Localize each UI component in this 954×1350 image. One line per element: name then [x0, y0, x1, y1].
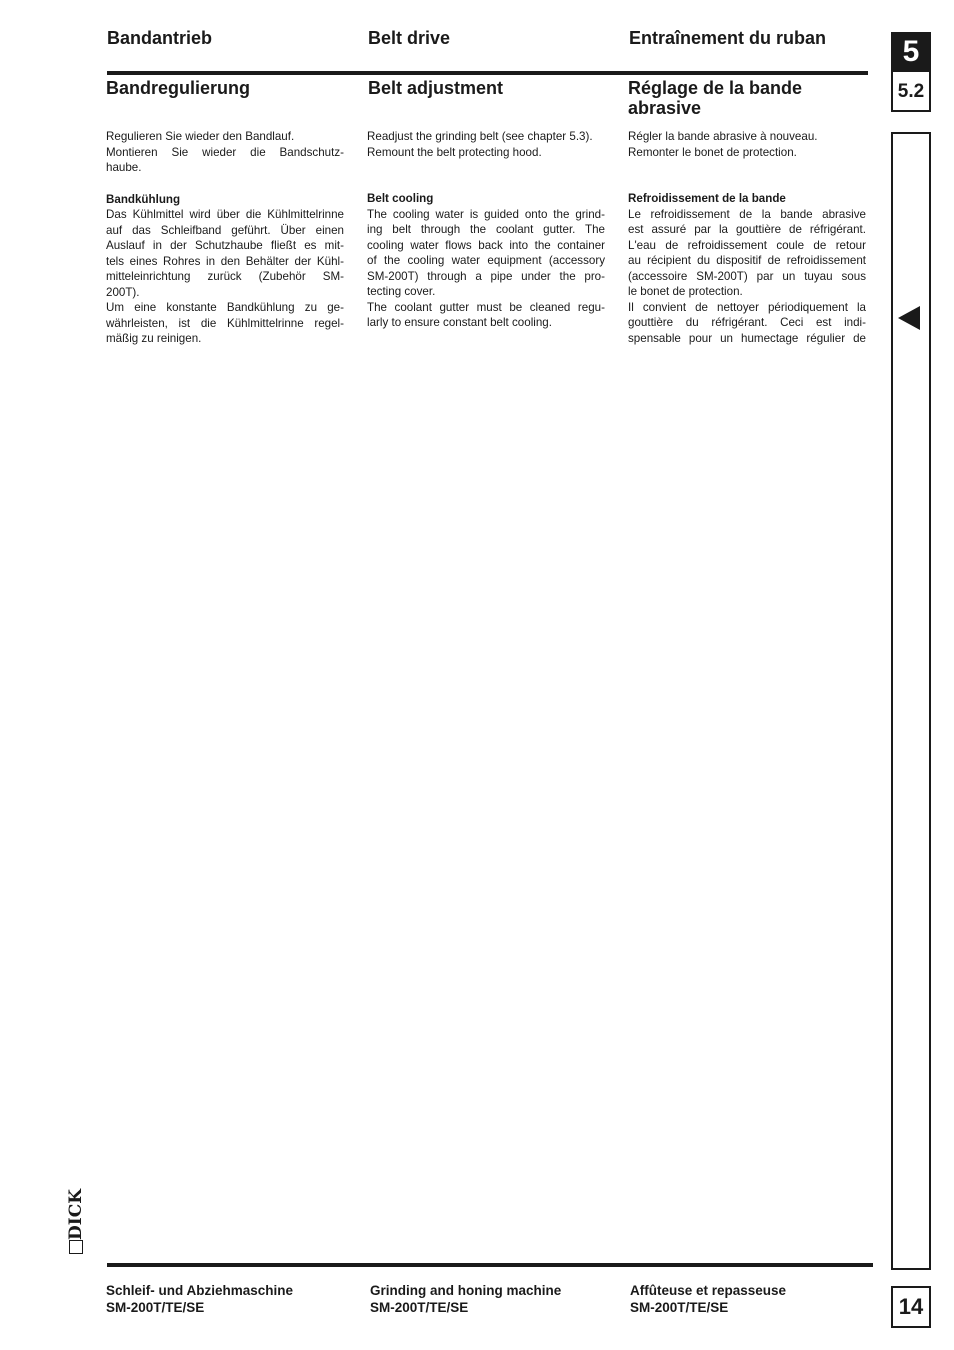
chapter-sidebar — [891, 132, 931, 1270]
body-line: tecting cover. — [367, 285, 436, 298]
header-fr: Entraînement du ruban — [629, 28, 827, 48]
body-line: L'eau de refroidissement coule de retour — [628, 238, 866, 252]
body-line: est assuré par la gouttière de réfrigérant. — [628, 223, 866, 236]
body-line: larly to ensure constant belt cooling. — [367, 316, 552, 329]
bottom-rule — [107, 1263, 873, 1267]
body-line: Il convient de nettoyer périodiquement la — [628, 300, 866, 314]
body-line: mäßig zu reinigen. — [106, 332, 202, 345]
body-line: au récipient du dispositif de refroidissement — [628, 254, 866, 267]
chapter-tab: 5 — [891, 32, 931, 72]
logo-mark-icon — [69, 1240, 83, 1254]
intro-line: Régler la bande abrasive à nouveau. — [628, 130, 818, 143]
intro-line: Regulieren Sie wieder den Bandlauf. — [106, 130, 295, 143]
intro-line: Remonter le bonet de protection. — [628, 145, 797, 159]
body-line: Le refroidissement de la bande abrasive — [628, 207, 866, 221]
body-line: auf das Schleifband geführt. Über einen — [106, 223, 344, 237]
section-title-fr: Réglage de la bande abrasive — [628, 78, 803, 118]
body-line: spensable pour un humectage régulier de — [628, 331, 866, 345]
body-line: of the cooling water equipment (accessory — [367, 254, 605, 267]
column-de — [106, 129, 344, 347]
intro-line: haube. — [106, 161, 142, 174]
arrow-left-icon — [898, 306, 920, 330]
section-tab: 5.2 — [891, 72, 931, 112]
body-line: Um eine konstante Bandkühlung zu ge- — [106, 301, 344, 314]
subheading: Bandkühlung — [106, 192, 181, 206]
body-line: (accessoire SM-200T) par un tuyau sous — [628, 269, 866, 283]
top-rule — [107, 71, 868, 75]
body-line: SM-200T) through a pipe under the pro- — [367, 269, 605, 283]
body-line: Das Kühlmittel wird über die Kühlmittelrinne — [106, 208, 344, 221]
intro-line: Remount the belt protecting hood. — [367, 145, 542, 159]
section-title-de: Bandregulierung — [106, 78, 251, 98]
body-line: The coolant gutter must be cleaned regu- — [367, 300, 605, 314]
footer-de: Schleif- und Abziehmaschine SM-200T/TE/SE — [106, 1283, 294, 1315]
footer-en: Grinding and honing machine SM-200T/TE/SE — [370, 1283, 562, 1315]
logo-text: DICK — [66, 1189, 86, 1240]
section-title-en: Belt adjustment — [368, 78, 504, 98]
footer-fr: Affûteuse et repasseuse SM-200T/TE/SE — [630, 1283, 787, 1315]
subheading: Refroidissement de la bande — [628, 192, 786, 205]
body-line: tels eines Rohres in den Behälter der Kühl- — [106, 254, 344, 268]
header-de: Bandantrieb — [107, 28, 213, 48]
body-line: The cooling water is guided onto the grind- — [367, 207, 605, 221]
body-line: gouttière du réfrigérant. Ceci est indi- — [628, 316, 866, 329]
dick-logo — [66, 1187, 86, 1267]
page-number: 14 — [891, 1286, 931, 1328]
column-fr — [628, 129, 866, 346]
column-en — [367, 129, 605, 331]
body-line: mitteleinrichtung zurück (Zubehör SM- — [106, 270, 344, 283]
body-line: Auslauf in der Schutzhaube fließt es mit- — [106, 239, 344, 252]
intro-line: Readjust the grinding belt (see chapter 5.3). — [367, 130, 593, 143]
subheading: Belt cooling — [367, 192, 434, 205]
body-line: cooling water flows back into the container — [367, 238, 605, 252]
body-line: ing belt through the coolant gutter. The — [367, 223, 605, 236]
body-line: 200T). — [106, 285, 140, 299]
body-line: währleisten, ist die Kühlmittelrinne regel- — [106, 316, 344, 330]
intro-line: Montieren Sie wieder die Bandschutz- — [106, 145, 344, 159]
header-en: Belt drive — [368, 28, 451, 48]
body-line: le bonet de protection. — [628, 285, 743, 298]
